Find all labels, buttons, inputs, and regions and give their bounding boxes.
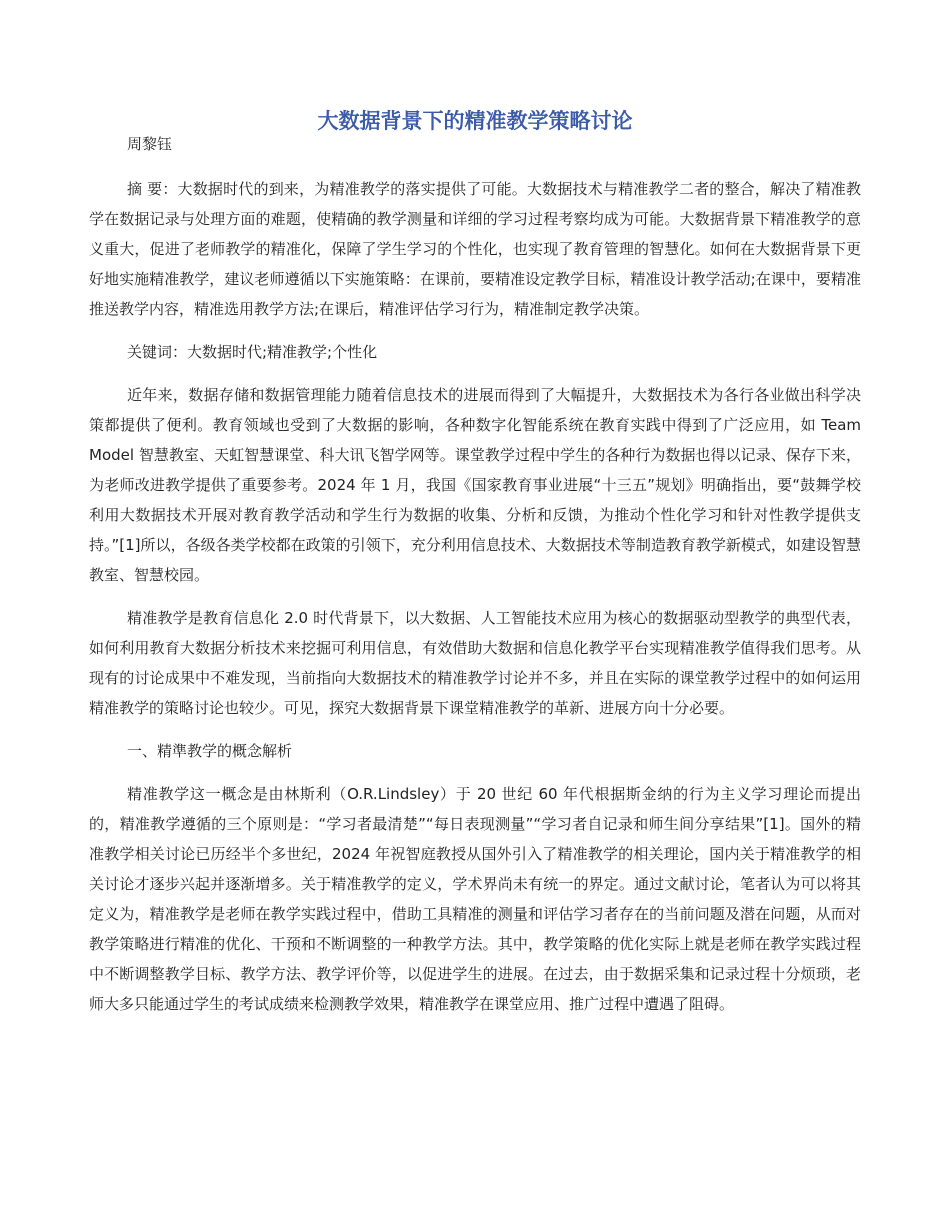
keywords-line: 关键词：大数据时代;精准教学;个性化 (127, 343, 378, 361)
section-paragraph: 精准教学这一概念是由林斯利（O.R.Lindsley）于 20 世纪 60 年代根据斯金纳的行为主义学习理论而提出的，精准教学遵循的三个原则是：“学习者最清楚”“每日表现测量”“学习者自记录和师生间分享结果”[1]。国外的精准教学相关讨论已历经半个多世纪，2024 年祝智庭教授从国外引入了精准教学的相关理论，国内关于精准教学的相关讨论才逐步兴起并逐渐增多。关于精准教学的定义，学术界尚未有统一的界定。通过文献讨论，笔者认为可以将其定义为，精准教学是老师在教学实践过程中，借助工具精准的测量和评估学习者存在的当前问题及潜在问题，从而对教学策略进行精准的优化、干预和不断调整的一种教学方法。其中，教学策略的优化实际上就是老师在教学实践过程中不断调整教学目标、教学方法、教学评价等，以促进学生的进展。在过去，由于数据采集和记录过程十分烦琐，老师大多只能通过学生的考试成绩来检测教学效果，精准教学在课堂应用、推广过程中遭遇了阻碍。 (89, 785, 861, 1013)
author-name: 周黎钰 (127, 135, 173, 153)
section-heading: 一、精準教学的概念解析 (127, 742, 293, 760)
abstract-paragraph: 摘 要：大数据时代的到来，为精准教学的落实提供了可能。大数据技术与精准教学二者的整合，解决了精准教学在数据记录与处理方面的难题，使精确的教学测量和详细的学习过程考察均成为可能。大数据背景下精准教学的意义重大，促进了老师教学的精准化，保障了学生学习的个性化，也实现了教育管理的智慧化。如何在大数据背景下更好地实施精准教学，建议老师遵循以下实施策略：在课前，要精准设定教学目标，精准设计教学活动;在课中，要精准推送教学内容，精准选用教学方法;在课后，精准评估学习行为，精准制定教学决策。 (89, 180, 861, 318)
document-body (89, 174, 861, 1032)
body-paragraph-precision-teaching: 精准教学是教育信息化 2.0 时代背景下，以大数据、人工智能技术应用为核心的数据驱动型教学的典型代表，如何利用教育大数据分析技术来挖掘可利用信息，有效借助大数据和信息化教学平台实现精准教学值得我们思考。从现有的讨论成果中不难发现，当前指向大数据技术的精准教学讨论并不多，并且在实际的课堂教学过程中的如何运用精准教学的策略讨论也较少。可见，探究大数据背景下课堂精准教学的革新、进展方向十分必要。 (89, 609, 861, 717)
body-paragraph-intro: 近年来，数据存储和数据管理能力随着信息技术的进展而得到了大幅提升，大数据技术为各行各业做出科学决策都提供了便利。教育领域也受到了大数据的影响，各种数字化智能系统在教育实践中得到了广泛应用，如 Team Model 智慧教室、天虹智慧课堂、科大讯飞智学网等。课堂教学过程中学生的各种行为数据也得以记录、保存下来，为老师改进教学提供了重要参考。2024 年 1 月，我国《国家教育事业进展“十三五”规划》明确指出，要“鼓舞学校利用大数据技术开展对教育教学活动和学生行为数据的收集、分析和反馈，为推动个性化学习和针对性教学提供支持。”[1]所以，各级各类学校都在政策的引领下，充分利用信息技术、大数据技术等制造教育教学新模式，如建设智慧教室、智慧校园。 (89, 386, 861, 584)
page-title: 大数据背景下的精准教学策略讨论 (317, 109, 633, 133)
